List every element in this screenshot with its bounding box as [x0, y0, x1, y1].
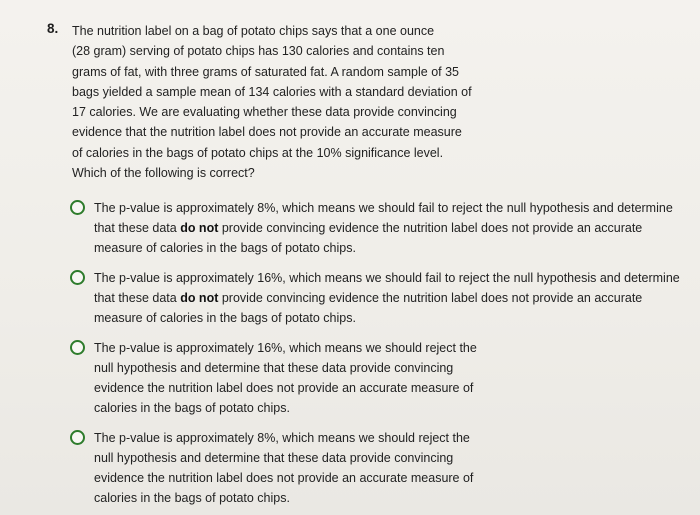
option-line: measure of calories in the bags of potato chips.: [94, 311, 356, 325]
option-line: measure of calories in the bags of potato chips.: [94, 241, 356, 255]
radio-button-option-a[interactable]: [70, 200, 85, 215]
option-line: The p-value is approximately 16%, which means we should reject the: [94, 341, 477, 355]
emphasis-do-not: do not: [180, 291, 219, 305]
answer-text-a: [94, 198, 673, 258]
radio-button-option-c[interactable]: [70, 340, 85, 355]
answer-option-d[interactable]: [70, 428, 690, 508]
option-line: that these data do not provide convincing evidence the nutrition label does not provide an accurate: [94, 221, 643, 235]
radio-button-option-d[interactable]: [70, 430, 85, 445]
answer-text-b: [94, 268, 680, 328]
stem-line: 17 calories. We are evaluating whether these data provide convincing: [72, 105, 457, 120]
option-line: evidence the nutrition label does not provide an accurate measure of: [94, 471, 474, 485]
option-line: calories in the bags of potato chips.: [94, 401, 290, 415]
option-line: that these data do not provide convincing evidence the nutrition label does not provide an accurate: [94, 291, 643, 305]
answer-text-d: [94, 428, 473, 508]
option-line: evidence the nutrition label does not provide an accurate measure of: [94, 381, 474, 395]
option-line: The p-value is approximately 8%, which means we should reject the: [94, 431, 470, 445]
answer-option-c[interactable]: [70, 338, 690, 418]
option-line: The p-value is approximately 8%, which means we should fail to reject the null hypothesis and determine: [94, 201, 673, 215]
radio-button-option-b[interactable]: [70, 270, 85, 285]
stem-line: evidence that the nutrition label does not provide an accurate measure: [72, 125, 462, 140]
emphasis-do-not: do not: [180, 221, 219, 235]
option-line: calories in the bags of potato chips.: [94, 491, 290, 505]
question-number: 8.: [47, 21, 59, 36]
answer-option-b[interactable]: [70, 268, 690, 328]
stem-line: The nutrition label on a bag of potato chips says that a one ounce: [72, 24, 435, 38]
option-line: The p-value is approximately 16%, which means we should fail to reject the null hypothesis and determine: [94, 271, 680, 285]
stem-line: grams of fat, with three grams of saturated fat. A random sample of 35: [72, 64, 459, 79]
option-line: null hypothesis and determine that these data provide convincing: [94, 361, 454, 375]
stem-line: (28 gram) serving of potato chips has 130 calories and contains ten: [72, 44, 445, 59]
question-stem: [72, 21, 492, 183]
stem-line: bags yielded a sample mean of 134 calories with a standard deviation of: [72, 84, 472, 99]
option-line: null hypothesis and determine that these data provide convincing: [94, 451, 454, 465]
answer-option-a[interactable]: [70, 198, 690, 258]
stem-line: of calories in the bags of potato chips at the 10% significance level.: [72, 145, 444, 160]
stem-line: Which of the following is correct?: [72, 166, 255, 181]
answer-text-c: [94, 338, 477, 418]
